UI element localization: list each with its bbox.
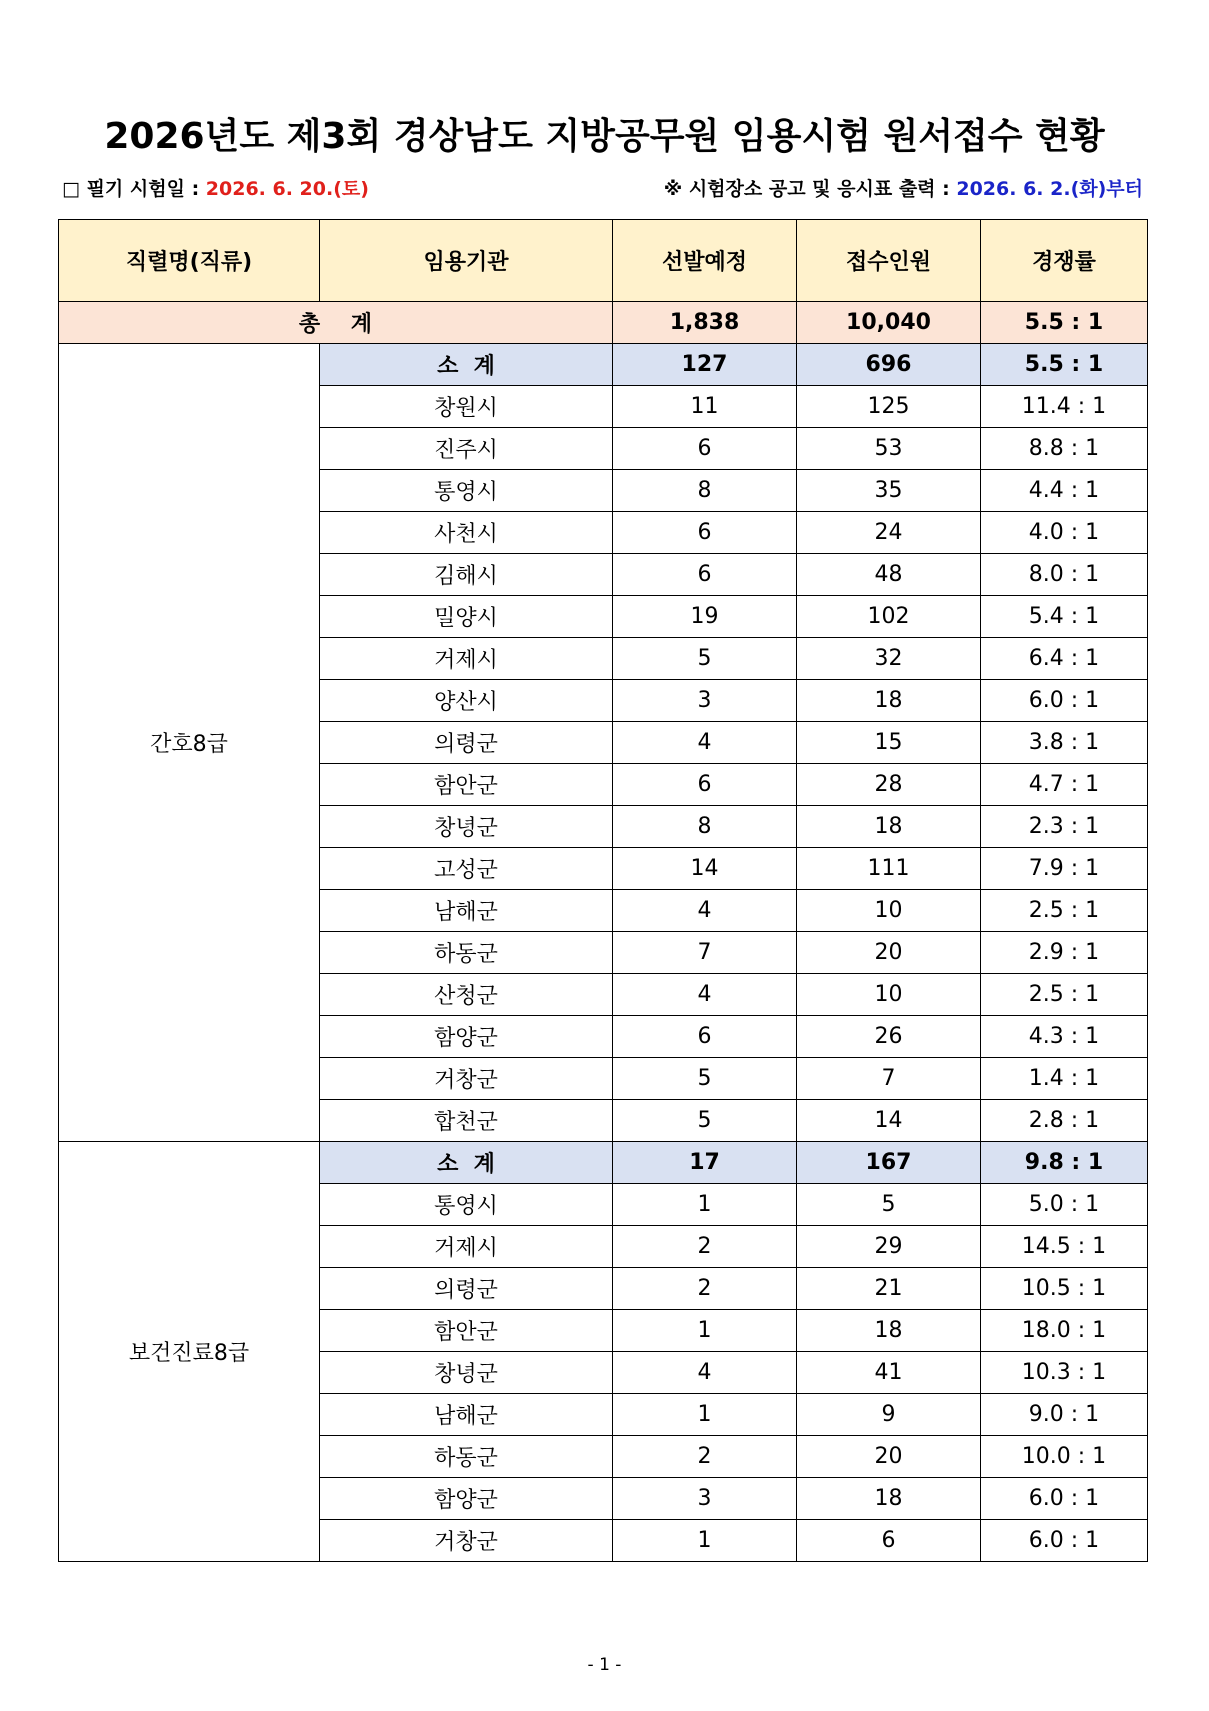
- row-applicants: 29: [797, 1226, 981, 1268]
- subtotal-label: 소 계: [320, 344, 613, 386]
- page-number: - 1 -: [587, 1655, 622, 1675]
- row-ratio: 2.5 : 1: [981, 890, 1148, 932]
- row-ratio: 2.3 : 1: [981, 806, 1148, 848]
- row-ratio: 2.8 : 1: [981, 1100, 1148, 1142]
- row-applicants: 48: [797, 554, 981, 596]
- row-ratio: 6.0 : 1: [981, 1520, 1148, 1562]
- row-planned: 6: [613, 1016, 797, 1058]
- row-agency: 남해군: [320, 1394, 613, 1436]
- row-agency: 의령군: [320, 1268, 613, 1310]
- row-planned: 4: [613, 1352, 797, 1394]
- row-applicants: 9: [797, 1394, 981, 1436]
- row-applicants: 14: [797, 1100, 981, 1142]
- row-ratio: 2.5 : 1: [981, 974, 1148, 1016]
- row-ratio: 11.4 : 1: [981, 386, 1148, 428]
- row-ratio: 8.8 : 1: [981, 428, 1148, 470]
- exam-date-line: [62, 174, 369, 201]
- total-planned: 1,838: [613, 302, 797, 344]
- row-planned: 6: [613, 512, 797, 554]
- row-applicants: 32: [797, 638, 981, 680]
- subtotal-applicants: 696: [797, 344, 981, 386]
- row-planned: 6: [613, 764, 797, 806]
- row-applicants: 5: [797, 1184, 981, 1226]
- row-agency: 창원시: [320, 386, 613, 428]
- row-ratio: 7.9 : 1: [981, 848, 1148, 890]
- row-planned: 4: [613, 974, 797, 1016]
- application-status-table: [58, 219, 1148, 1562]
- row-applicants: 111: [797, 848, 981, 890]
- category-cell: 보건진료8급: [59, 1142, 320, 1562]
- row-planned: 8: [613, 470, 797, 512]
- row-agency: 산청군: [320, 974, 613, 1016]
- row-agency: 사천시: [320, 512, 613, 554]
- row-ratio: 4.3 : 1: [981, 1016, 1148, 1058]
- header-agency: 임용기관: [320, 220, 613, 302]
- row-planned: 2: [613, 1436, 797, 1478]
- row-applicants: 26: [797, 1016, 981, 1058]
- row-agency: 합천군: [320, 1100, 613, 1142]
- row-agency: 거제시: [320, 1226, 613, 1268]
- subtotal-planned: 127: [613, 344, 797, 386]
- row-ratio: 4.0 : 1: [981, 512, 1148, 554]
- row-planned: 5: [613, 1058, 797, 1100]
- header-ratio: 경쟁률: [981, 220, 1148, 302]
- row-agency: 하동군: [320, 932, 613, 974]
- row-planned: 5: [613, 638, 797, 680]
- row-planned: 4: [613, 890, 797, 932]
- row-ratio: 14.5 : 1: [981, 1226, 1148, 1268]
- subtotal-label: 소 계: [320, 1142, 613, 1184]
- row-ratio: 3.8 : 1: [981, 722, 1148, 764]
- row-applicants: 7: [797, 1058, 981, 1100]
- row-ratio: 5.0 : 1: [981, 1184, 1148, 1226]
- row-ratio: 10.3 : 1: [981, 1352, 1148, 1394]
- total-ratio: 5.5 : 1: [981, 302, 1148, 344]
- row-ratio: 6.4 : 1: [981, 638, 1148, 680]
- row-agency: 진주시: [320, 428, 613, 470]
- row-applicants: 21: [797, 1268, 981, 1310]
- subtotal-row: [59, 344, 1148, 386]
- row-applicants: 20: [797, 1436, 981, 1478]
- total-applicants: 10,040: [797, 302, 981, 344]
- row-ratio: 10.0 : 1: [981, 1436, 1148, 1478]
- total-label: 총 계: [59, 302, 613, 344]
- row-agency: 통영시: [320, 470, 613, 512]
- row-applicants: 35: [797, 470, 981, 512]
- subtotal-ratio: 9.8 : 1: [981, 1142, 1148, 1184]
- row-agency: 양산시: [320, 680, 613, 722]
- table-header-row: [59, 220, 1148, 302]
- row-planned: 14: [613, 848, 797, 890]
- row-applicants: 18: [797, 1478, 981, 1520]
- row-agency: 함양군: [320, 1016, 613, 1058]
- row-ratio: 8.0 : 1: [981, 554, 1148, 596]
- row-applicants: 53: [797, 428, 981, 470]
- row-planned: 1: [613, 1394, 797, 1436]
- row-applicants: 18: [797, 680, 981, 722]
- row-agency: 밀양시: [320, 596, 613, 638]
- row-agency: 통영시: [320, 1184, 613, 1226]
- row-ratio: 4.7 : 1: [981, 764, 1148, 806]
- row-planned: 2: [613, 1226, 797, 1268]
- row-agency: 고성군: [320, 848, 613, 890]
- row-applicants: 18: [797, 806, 981, 848]
- row-ratio: 6.0 : 1: [981, 1478, 1148, 1520]
- row-planned: 2: [613, 1268, 797, 1310]
- row-planned: 6: [613, 554, 797, 596]
- row-applicants: 102: [797, 596, 981, 638]
- row-ratio: 4.4 : 1: [981, 470, 1148, 512]
- subtotal-applicants: 167: [797, 1142, 981, 1184]
- row-agency: 거창군: [320, 1058, 613, 1100]
- row-applicants: 6: [797, 1520, 981, 1562]
- row-agency: 의령군: [320, 722, 613, 764]
- row-ratio: 1.4 : 1: [981, 1058, 1148, 1100]
- row-applicants: 10: [797, 974, 981, 1016]
- total-row: [59, 302, 1148, 344]
- page-title: 2026년도 제3회 경상남도 지방공무원 임용시험 원서접수 현황: [104, 116, 1105, 157]
- row-ratio: 10.5 : 1: [981, 1268, 1148, 1310]
- row-planned: 1: [613, 1184, 797, 1226]
- category-cell: 간호8급: [59, 344, 320, 1142]
- row-agency: 함안군: [320, 1310, 613, 1352]
- notice-value: 2026. 6. 2.(화)부터: [956, 178, 1143, 200]
- row-applicants: 28: [797, 764, 981, 806]
- header-applicants: 접수인원: [797, 220, 981, 302]
- row-planned: 1: [613, 1310, 797, 1352]
- row-planned: 5: [613, 1100, 797, 1142]
- exam-date-value: 2026. 6. 20.(토): [205, 178, 369, 200]
- row-ratio: 5.4 : 1: [981, 596, 1148, 638]
- row-agency: 거창군: [320, 1520, 613, 1562]
- row-ratio: 6.0 : 1: [981, 680, 1148, 722]
- row-applicants: 41: [797, 1352, 981, 1394]
- row-applicants: 18: [797, 1310, 981, 1352]
- row-planned: 19: [613, 596, 797, 638]
- row-planned: 6: [613, 428, 797, 470]
- subtotal-row: [59, 1142, 1148, 1184]
- header-planned: 선발예정: [613, 220, 797, 302]
- row-agency: 김해시: [320, 554, 613, 596]
- row-ratio: 9.0 : 1: [981, 1394, 1148, 1436]
- row-applicants: 10: [797, 890, 981, 932]
- row-agency: 함안군: [320, 764, 613, 806]
- row-ratio: 2.9 : 1: [981, 932, 1148, 974]
- subtotal-ratio: 5.5 : 1: [981, 344, 1148, 386]
- row-applicants: 20: [797, 932, 981, 974]
- row-agency: 남해군: [320, 890, 613, 932]
- row-planned: 3: [613, 1478, 797, 1520]
- row-applicants: 125: [797, 386, 981, 428]
- row-agency: 창녕군: [320, 806, 613, 848]
- row-applicants: 15: [797, 722, 981, 764]
- row-agency: 창녕군: [320, 1352, 613, 1394]
- row-planned: 4: [613, 722, 797, 764]
- row-ratio: 18.0 : 1: [981, 1310, 1148, 1352]
- notice-line: [664, 174, 1143, 201]
- row-planned: 1: [613, 1520, 797, 1562]
- row-agency: 하동군: [320, 1436, 613, 1478]
- subtotal-planned: 17: [613, 1142, 797, 1184]
- header-category: 직렬명(직류): [59, 220, 320, 302]
- exam-date-label: □ 필기 시험일 :: [62, 178, 206, 200]
- notice-label: ※ 시험장소 공고 및 응시표 출력 :: [663, 178, 957, 200]
- row-planned: 3: [613, 680, 797, 722]
- row-applicants: 24: [797, 512, 981, 554]
- row-planned: 7: [613, 932, 797, 974]
- row-agency: 거제시: [320, 638, 613, 680]
- row-planned: 11: [613, 386, 797, 428]
- row-planned: 8: [613, 806, 797, 848]
- row-agency: 함양군: [320, 1478, 613, 1520]
